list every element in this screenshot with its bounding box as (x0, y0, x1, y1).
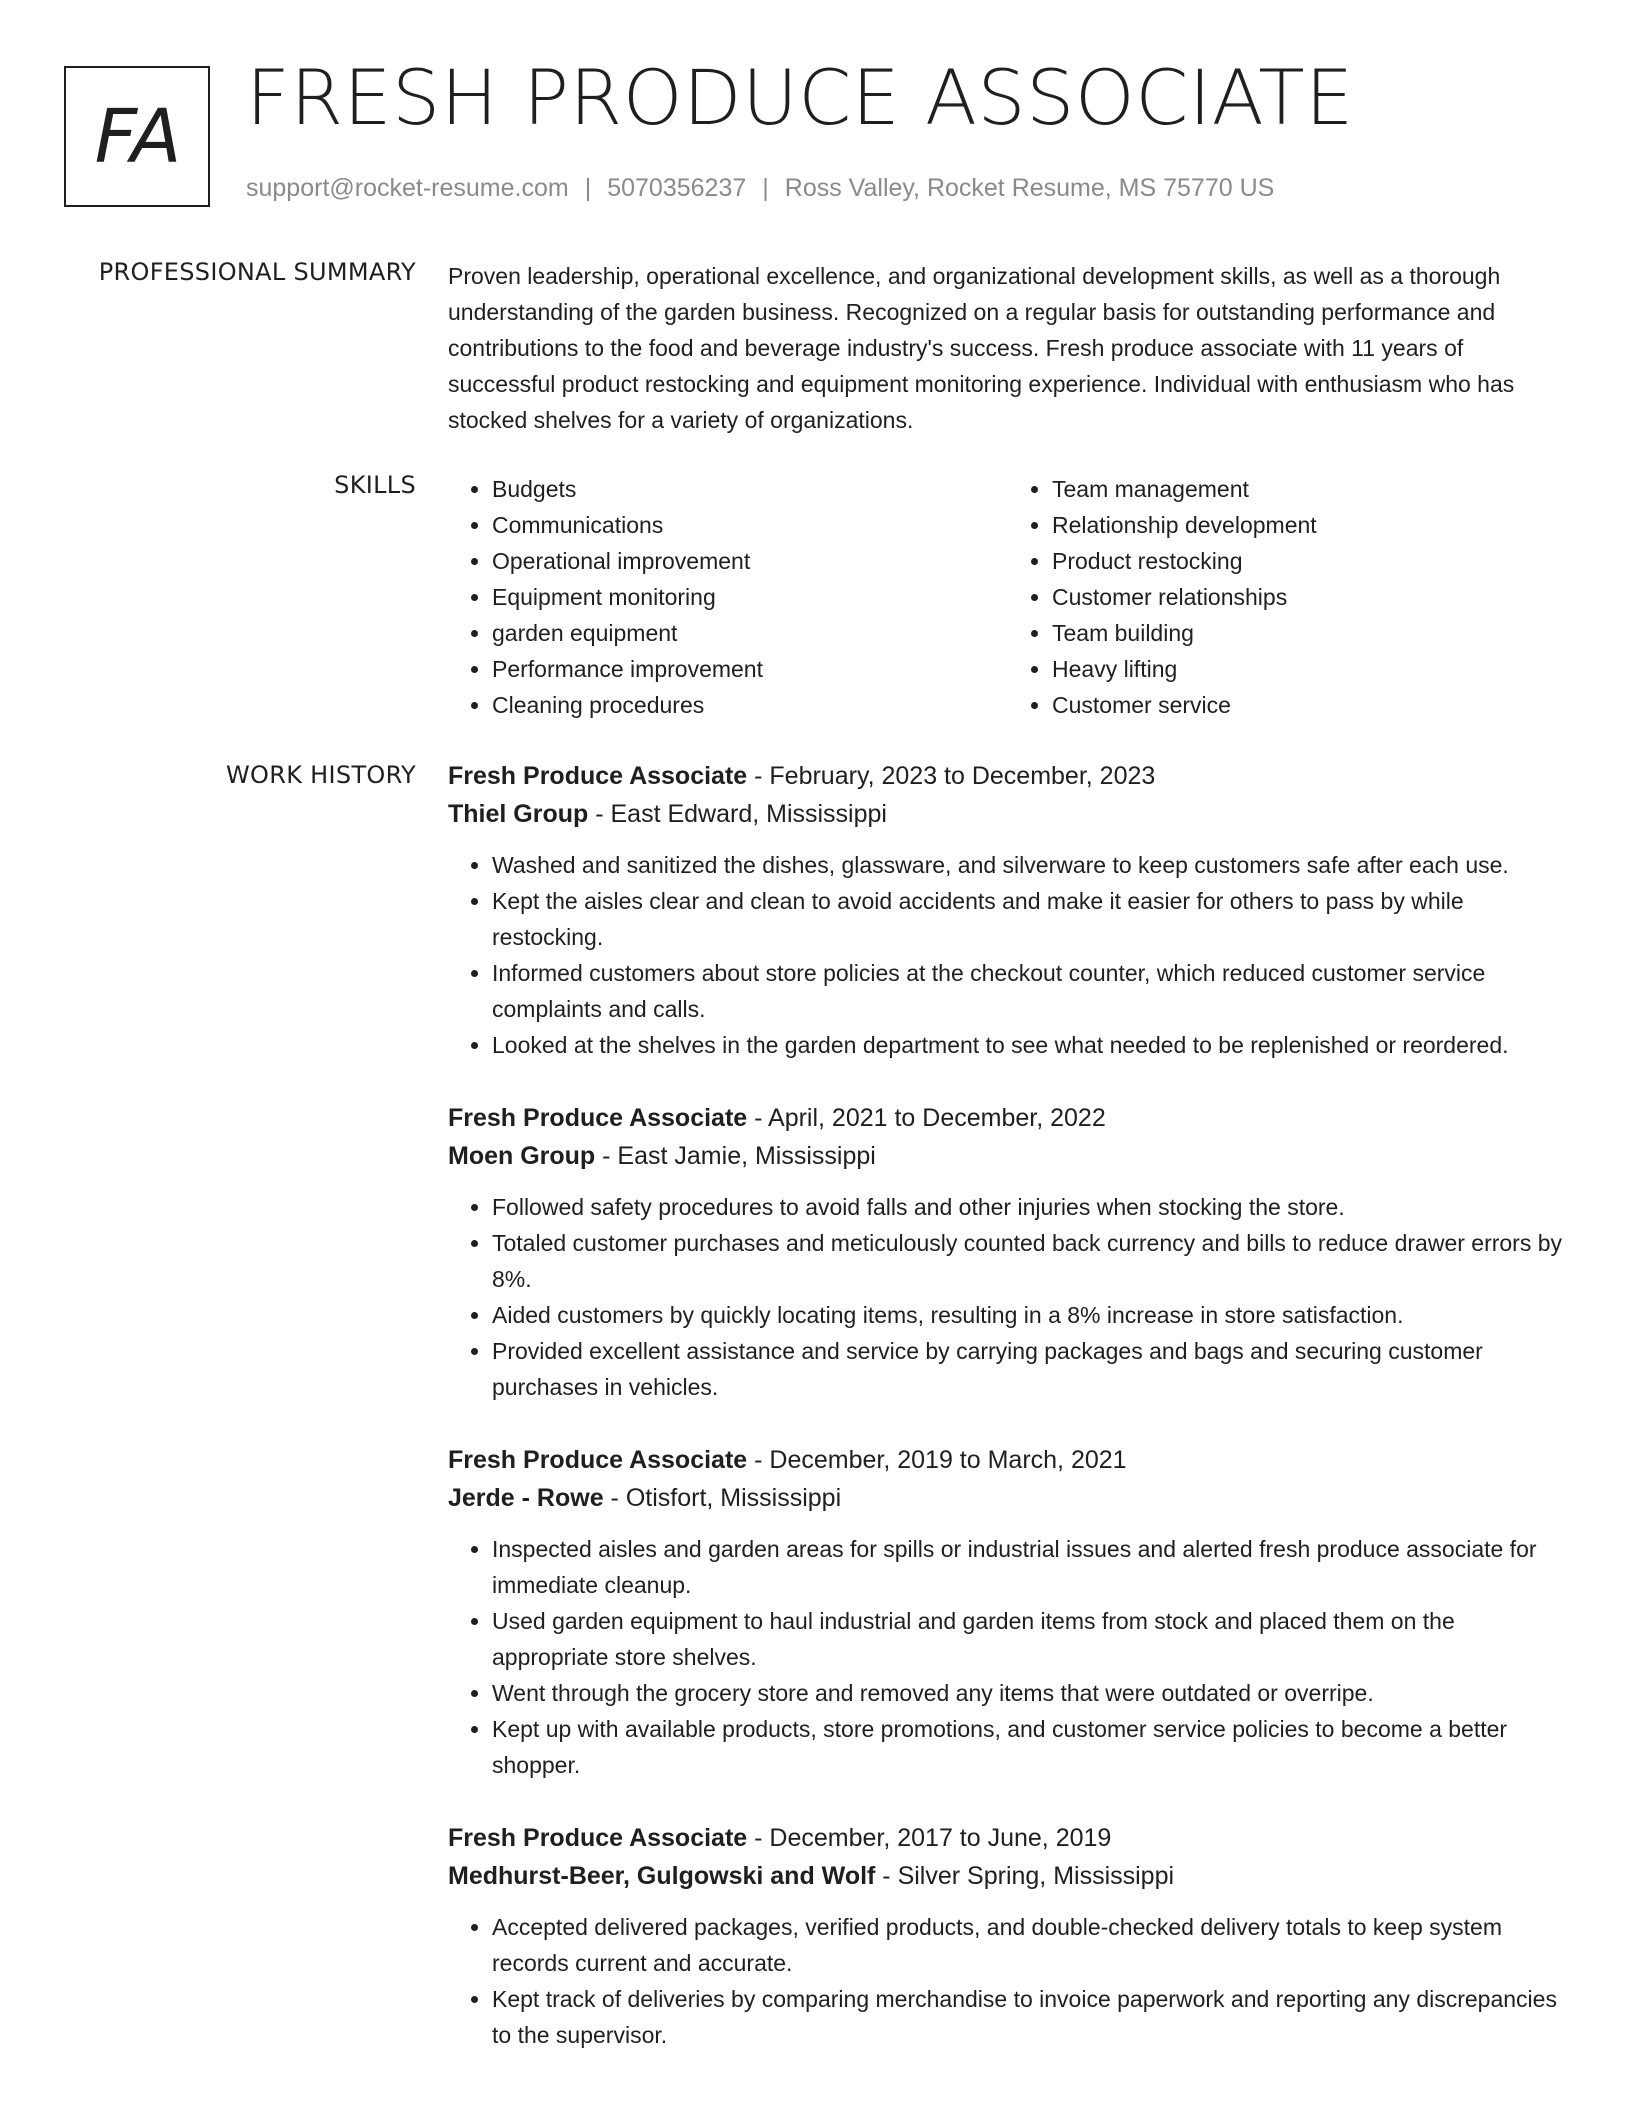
skills-section (448, 471, 1568, 723)
job-entry (448, 757, 1568, 1063)
job-company-line (448, 795, 1568, 833)
skill-item: • Customer relationships (1052, 579, 1568, 615)
job-company-line (448, 1857, 1568, 1895)
skill-item: • Performance improvement (492, 651, 1008, 687)
job-title: Fresh Produce Associate (448, 762, 748, 790)
skill-item: • Customer service (1052, 687, 1568, 723)
work-history-section (448, 757, 1568, 2089)
summary-text: Proven leadership, operational excellence, and organizational development skills, as well as a thorough understanding of the garden business. Recognized on a regular basis for outstanding performance and contributions to the food and beverage industry's success. Fresh produce associate with 11 years of successful product restocking and equipment monitoring experience. Individual with enthusiasm who has stocked shelves for a variety of organizations. (448, 263, 1515, 433)
skill-item: • Communications (492, 507, 1008, 543)
monogram-initials: FA (94, 93, 180, 180)
skill-item: • Cleaning procedures (492, 687, 1008, 723)
skills-column-right (1008, 471, 1568, 723)
job-title-line (448, 1819, 1568, 1857)
job-bullet: • Followed safety procedures to avoid falls and other injuries when stocking the store. (492, 1189, 1568, 1225)
job-title-line (448, 757, 1568, 795)
job-dates: - December, 2017 to June, 2019 (747, 1824, 1112, 1852)
job-dates: - December, 2019 to March, 2021 (747, 1446, 1127, 1474)
job-bullet: • Aided customers by quickly locating items, resulting in a 8% increase in store satisfaction. (492, 1297, 1568, 1333)
job-entry (448, 1819, 1568, 2053)
job-bullet: • Provided excellent assistance and service by carrying packages and bags and securing customer purchases in vehicles. (492, 1333, 1568, 1405)
skill-item: • Product restocking (1052, 543, 1568, 579)
skill-item: • Operational improvement (492, 543, 1008, 579)
job-location: - East Jamie, Mississippi (595, 1142, 876, 1170)
job-dates: - February, 2023 to December, 2023 (747, 762, 1156, 790)
job-bullet: • Accepted delivered packages, verified products, and double-checked delivery totals to keep system records current and accurate. (492, 1909, 1568, 1981)
job-bullet: • Used garden equipment to haul industrial and garden items from stock and placed them on the appropriate store shelves. (492, 1603, 1568, 1675)
job-company: Jerde - Rowe (448, 1484, 604, 1512)
contact-separator: | (584, 174, 592, 202)
job-entry (448, 1441, 1568, 1783)
job-company: Medhurst-Beer, Gulgowski and Wolf (448, 1862, 876, 1890)
job-bullet: • Went through the grocery store and removed any items that were outdated or overripe. (492, 1675, 1568, 1711)
job-bullet-list (448, 1531, 1568, 1783)
summary-section (448, 258, 1568, 438)
job-bullet: • Informed customers about store policies at the checkout counter, which reduced customer service complaints and calls. (492, 955, 1568, 1027)
skills-grid (448, 471, 1568, 723)
skill-item: • Relationship development (1052, 507, 1568, 543)
job-bullet: • Looked at the shelves in the garden department to see what needed to be replenished or reordered. (492, 1027, 1568, 1063)
job-title: Fresh Produce Associate (448, 1824, 748, 1852)
summary-heading: PROFESSIONAL SUMMARY (98, 258, 416, 286)
contact-address: Ross Valley, Rocket Resume, MS 75770 US (784, 174, 1275, 202)
job-bullet: • Washed and sanitized the dishes, glassware, and silverware to keep customers safe after each use. (492, 847, 1568, 883)
job-location: - Otisfort, Mississippi (603, 1484, 842, 1512)
job-company: Moen Group (448, 1142, 596, 1170)
job-title-line (448, 1099, 1568, 1137)
job-location: - Silver Spring, Mississippi (875, 1862, 1175, 1890)
job-bullet-list (448, 847, 1568, 1063)
contact-separator: | (762, 174, 769, 202)
contact-email: support@rocket-resume.com (246, 174, 569, 202)
work-history-heading: WORK HISTORY (226, 761, 416, 789)
skill-item: • Team management (1052, 471, 1568, 507)
job-dates: - April, 2021 to December, 2022 (747, 1104, 1106, 1132)
job-title: Fresh Produce Associate (448, 1446, 748, 1474)
job-company-line (448, 1479, 1568, 1517)
job-title: Fresh Produce Associate (448, 1104, 748, 1132)
job-bullet: • Kept track of deliveries by comparing merchandise to invoice paperwork and reporting any discrepancies to the supervisor. (492, 1981, 1568, 2053)
job-bullet-list (448, 1189, 1568, 1405)
job-bullet: • Kept the aisles clear and clean to avoid accidents and make it easier for others to pass by while restocking. (492, 883, 1568, 955)
job-bullet: • Inspected aisles and garden areas for spills or industrial issues and alerted fresh produce associate for immediate cleanup. (492, 1531, 1568, 1603)
job-company-line (448, 1137, 1568, 1175)
job-bullet-list (448, 1909, 1568, 2053)
job-location: - East Edward, Mississippi (588, 800, 887, 828)
contact-line (246, 174, 1274, 203)
skills-heading: SKILLS (334, 471, 416, 499)
job-bullet: • Totaled customer purchases and meticulously counted back currency and bills to reduce drawer errors by 8%. (492, 1225, 1568, 1297)
skill-item: • Heavy lifting (1052, 651, 1568, 687)
job-bullet: • Kept up with available products, store promotions, and customer service policies to become a better shopper. (492, 1711, 1568, 1783)
skills-column-left (448, 471, 1008, 723)
skill-item: • Budgets (492, 471, 1008, 507)
monogram-box (64, 66, 210, 207)
skill-item: • Equipment monitoring (492, 579, 1008, 615)
job-company: Thiel Group (448, 800, 589, 828)
candidate-name: FRESH PRODUCE ASSOCIATE (246, 53, 1354, 142)
job-entry (448, 1099, 1568, 1405)
skill-item: • garden equipment (492, 615, 1008, 651)
skill-item: • Team building (1052, 615, 1568, 651)
job-title-line (448, 1441, 1568, 1479)
contact-phone: 5070356237 (607, 174, 747, 202)
